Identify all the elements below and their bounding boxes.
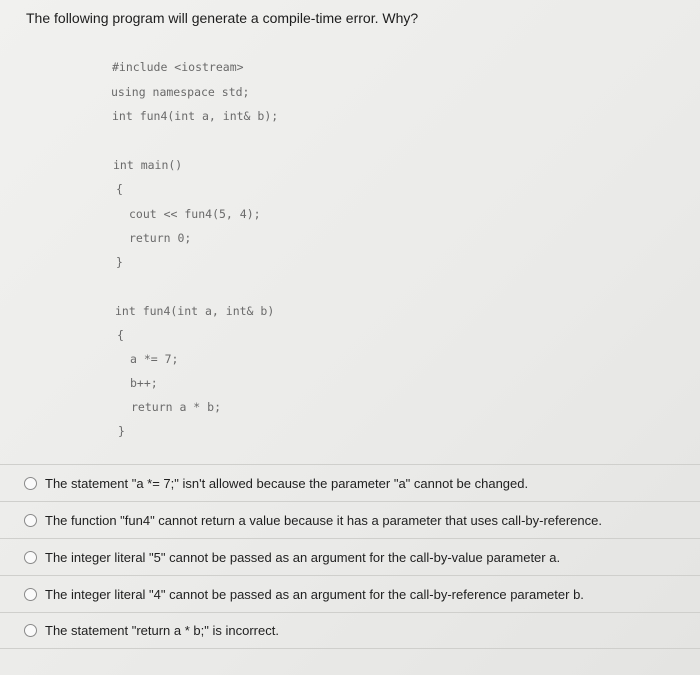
radio-button[interactable] bbox=[24, 514, 37, 527]
code-line: } bbox=[118, 424, 125, 438]
answer-options bbox=[0, 464, 700, 649]
code-line: int main() bbox=[113, 158, 183, 172]
answer-label: The integer literal "5" cannot be passed as an argument for the call-by-value parameter a. bbox=[45, 549, 561, 565]
radio-button[interactable] bbox=[24, 551, 37, 564]
code-line: cout << fun4(5, 4); bbox=[129, 207, 261, 221]
code-line: return a * b; bbox=[131, 400, 222, 414]
code-line: b++; bbox=[130, 376, 158, 390]
answer-option-5[interactable] bbox=[0, 612, 700, 649]
answer-option-3[interactable] bbox=[0, 538, 700, 575]
radio-button[interactable] bbox=[24, 624, 37, 637]
question-text: The following program will generate a compile-time error. Why? bbox=[26, 10, 419, 26]
code-line: a *= 7; bbox=[130, 352, 179, 366]
code-line: { bbox=[116, 182, 123, 196]
code-line: int fun4(int a, int& b); bbox=[112, 109, 279, 123]
code-line: int fun4(int a, int& b) bbox=[115, 304, 275, 318]
code-line: #include <iostream> bbox=[112, 60, 244, 74]
answer-label: The integer literal "4" cannot be passed as an argument for the call-by-reference parameter b. bbox=[45, 586, 584, 602]
code-line: { bbox=[117, 328, 124, 342]
answer-option-4[interactable] bbox=[0, 575, 700, 612]
radio-button[interactable] bbox=[24, 477, 37, 490]
code-line: } bbox=[116, 255, 123, 269]
answer-label: The function "fun4" cannot return a value because it has a parameter that uses call-by-reference. bbox=[45, 512, 602, 528]
code-line: return 0; bbox=[129, 231, 192, 245]
answer-label: The statement "a *= 7;" isn't allowed because the parameter "a" cannot be changed. bbox=[45, 475, 529, 491]
radio-button[interactable] bbox=[24, 588, 37, 601]
answer-label: The statement "return a * b;" is incorrect. bbox=[45, 623, 279, 638]
answer-option-2[interactable] bbox=[0, 501, 700, 538]
answer-option-1[interactable] bbox=[0, 464, 700, 501]
code-line: using namespace std; bbox=[111, 85, 250, 99]
